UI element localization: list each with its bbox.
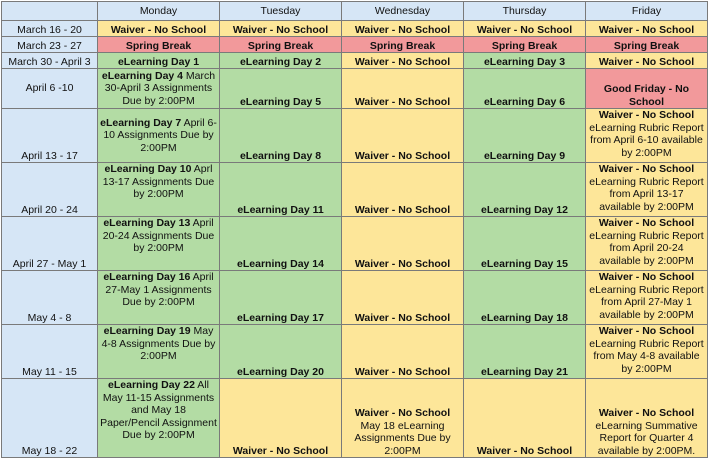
day-cell [464, 325, 586, 379]
day-cell [342, 379, 464, 458]
cell-title: Waiver - No School [232, 23, 329, 36]
table-row [2, 325, 708, 379]
cell-title: eLearning Day 8 [239, 149, 322, 162]
cell-note: Aprl 13-17 Assignments Due by 2:00PM [102, 163, 215, 200]
cell-title: Waiver - No School [598, 407, 695, 419]
day-cell [98, 217, 220, 271]
cell-title: Waiver - No School [598, 55, 695, 68]
day-cell [342, 21, 464, 37]
cell-title: Spring Break [369, 39, 436, 52]
day-cell [342, 325, 464, 379]
cell-note: eLearning Rubric Report from April 13-17 available by 2:00PM [589, 175, 704, 213]
cell-title: Waiver - No School [354, 203, 451, 216]
cell-note: All May 11-15 Assignments and May 18 Paper/Pencil Assignment Due by 2:00PM [100, 379, 217, 441]
cell-title: eLearning Day 1 [117, 55, 200, 68]
day-cell [464, 217, 586, 271]
week-label: April 27 - May 1 [2, 217, 98, 271]
cell-title: eLearning Day 9 [483, 149, 566, 162]
cell-title: eLearning Day 11 [237, 203, 324, 216]
day-cell [586, 21, 708, 37]
day-cell [464, 69, 586, 109]
day-cell [464, 109, 586, 163]
day-cell [464, 53, 586, 69]
day-cell [220, 109, 342, 163]
cell-note: May 18 eLearning Assignments Due by 2:00PM [354, 419, 451, 457]
week-label: May 11 - 15 [2, 325, 98, 379]
day-cell [342, 217, 464, 271]
table-row [2, 69, 708, 109]
day-cell [98, 379, 220, 458]
day-cell [464, 163, 586, 217]
cell-title: Good Friday - No School [603, 83, 690, 108]
table-row [2, 271, 708, 325]
cell-title: Waiver - No School [354, 365, 451, 378]
day-cell [586, 37, 708, 53]
day-cell [98, 325, 220, 379]
header-thursday: Thursday [464, 2, 586, 21]
cell-note: May 4-8 Assignments Due by 2:00PM [101, 325, 216, 362]
week-label: March 30 - April 3 [2, 53, 98, 69]
cell-title: Waiver - No School [354, 23, 451, 36]
header-friday: Friday [586, 2, 708, 21]
cell-title: Waiver - No School [598, 109, 695, 121]
day-cell [464, 21, 586, 37]
day-cell [586, 109, 708, 163]
cell-title: Spring Break [613, 39, 680, 52]
day-cell [464, 37, 586, 53]
cell-title: Waiver - No School [354, 95, 451, 108]
cell-title: eLearning Day 18 [481, 311, 568, 324]
week-label: April 20 - 24 [2, 163, 98, 217]
day-cell [342, 109, 464, 163]
week-label: March 23 - 27 [2, 37, 98, 53]
table-row [2, 379, 708, 458]
day-cell [98, 69, 220, 109]
cell-title: eLearning Day 5 [239, 95, 322, 108]
cell-title: eLearning Day 20 [237, 365, 324, 378]
cell-title: Spring Break [247, 39, 314, 52]
day-cell [98, 163, 220, 217]
cell-note: April 20-24 Assignments Due by 2:00PM [102, 217, 215, 254]
day-cell [586, 69, 708, 109]
cell-title: eLearning Day 22 [108, 379, 195, 391]
week-label: May 18 - 22 [2, 379, 98, 458]
day-cell [464, 271, 586, 325]
day-cell [220, 379, 342, 458]
day-cell [220, 37, 342, 53]
cell-title: Waiver - No School [598, 163, 695, 175]
cell-title: Waiver - No School [598, 217, 695, 229]
cell-note: April 27-May 1 Assignments Due by 2:00PM [105, 271, 214, 308]
day-cell [98, 109, 220, 163]
day-cell [220, 69, 342, 109]
day-cell [220, 53, 342, 69]
cell-title: Waiver - No School [598, 325, 695, 337]
cell-title: eLearning Day 4 [101, 69, 184, 82]
day-cell [586, 271, 708, 325]
header-week [2, 2, 98, 21]
day-cell [98, 271, 220, 325]
cell-title: eLearning Day 19 [103, 325, 191, 337]
day-cell [220, 271, 342, 325]
day-cell [464, 379, 586, 458]
day-cell [220, 325, 342, 379]
day-cell [220, 217, 342, 271]
day-cell [586, 53, 708, 69]
cell-title: eLearning Day 21 [481, 365, 568, 378]
cell-title: Waiver - No School [354, 149, 451, 162]
day-cell [342, 37, 464, 53]
header-tuesday: Tuesday [220, 2, 342, 21]
cell-title: Waiver - No School [476, 444, 573, 457]
week-label: April 6 -10 [2, 69, 98, 109]
cell-title: eLearning Day 10 [104, 163, 192, 175]
day-cell [220, 21, 342, 37]
table-row [2, 21, 708, 37]
cell-title: Spring Break [491, 39, 558, 52]
elearning-calendar-table [1, 1, 708, 458]
table-row [2, 217, 708, 271]
cell-title: eLearning Day 16 [103, 271, 191, 283]
cell-note: April 6-10 Assignments Due by 2:00PM [103, 116, 217, 154]
cell-title: eLearning Day 15 [481, 257, 568, 270]
cell-title: Waiver - No School [476, 23, 573, 36]
cell-title: Spring Break [125, 39, 192, 52]
day-cell [98, 53, 220, 69]
cell-title: eLearning Day 6 [483, 95, 566, 108]
cell-title: Waiver - No School [598, 271, 695, 283]
cell-title: Waiver - No School [354, 311, 451, 324]
day-cell [586, 379, 708, 458]
day-cell [586, 163, 708, 217]
header-monday: Monday [98, 2, 220, 21]
cell-note: March 30-April 3 Assignments Due by 2:00PM [104, 69, 216, 107]
day-cell [342, 163, 464, 217]
week-label: March 16 - 20 [2, 21, 98, 37]
week-label: May 4 - 8 [2, 271, 98, 325]
cell-note: eLearning Summative Report for Quarter 4 available by 2:00PM. [595, 419, 698, 457]
header-wednesday: Wednesday [342, 2, 464, 21]
day-cell [586, 217, 708, 271]
table-row [2, 53, 708, 69]
cell-title: Waiver - No School [354, 55, 451, 68]
cell-title: Waiver - No School [354, 257, 451, 270]
table-row [2, 163, 708, 217]
day-cell [342, 53, 464, 69]
cell-title: eLearning Day 3 [483, 55, 566, 68]
day-cell [342, 271, 464, 325]
cell-note: eLearning Rubric Report from April 27-May 1 available by 2:00PM [589, 283, 704, 321]
day-cell [220, 163, 342, 217]
cell-title: eLearning Day 2 [239, 55, 322, 68]
day-cell [98, 21, 220, 37]
cell-title: Waiver - No School [354, 407, 451, 419]
cell-title: eLearning Day 14 [237, 257, 324, 270]
cell-note: eLearning Rubric Report from May 4-8 available by 2:00PM [589, 337, 704, 375]
cell-note: eLearning Rubric Report from April 20-24 available by 2:00PM [589, 229, 704, 267]
table-row [2, 109, 708, 163]
cell-title: eLearning Day 12 [481, 203, 568, 216]
day-cell [586, 325, 708, 379]
cell-note: eLearning Rubric Report from April 6-10 available by 2:00PM [589, 121, 704, 159]
table-row [2, 37, 708, 53]
cell-title: Waiver - No School [232, 444, 329, 457]
cell-title: eLearning Day 7 [100, 116, 182, 129]
header-row [2, 2, 708, 21]
cell-title: Waiver - No School [110, 23, 207, 36]
cell-title: eLearning Day 13 [103, 217, 191, 229]
day-cell [98, 37, 220, 53]
cell-title: Waiver - No School [598, 23, 695, 36]
cell-title: eLearning Day 17 [237, 311, 324, 324]
week-label: April 13 - 17 [2, 109, 98, 163]
day-cell [342, 69, 464, 109]
